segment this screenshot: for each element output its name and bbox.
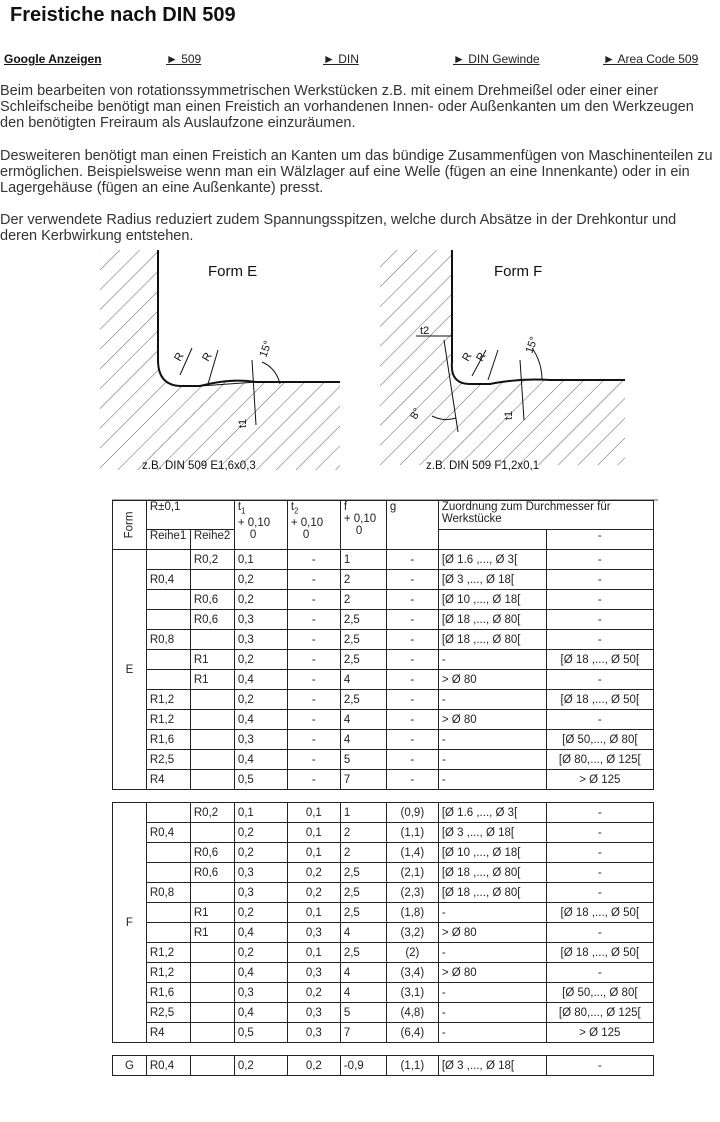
- cell-reihe1: [146, 550, 190, 570]
- cell-zuordnung-2: -: [546, 823, 653, 843]
- header-f-a: f: [343, 501, 348, 513]
- cell-reihe2: [190, 883, 234, 903]
- cell-zuordnung-1: -: [438, 730, 546, 750]
- cell-reihe2: [190, 1003, 234, 1023]
- header-f-b: + 0,10: [343, 513, 377, 525]
- cell-zuordnung-2: [Ø 50,..., Ø 80[: [546, 730, 653, 750]
- table-row: [113, 983, 654, 1003]
- cell-reihe2: [190, 690, 234, 710]
- header-dash-a: [438, 530, 546, 550]
- header-t1: [234, 501, 287, 550]
- cell-reihe1: R2,5: [146, 750, 190, 770]
- cell-zuordnung-2: -: [546, 590, 653, 610]
- cell-g: (1,4): [386, 843, 438, 863]
- cell-zuordnung-1: [Ø 3 ,..., Ø 18[: [438, 823, 546, 843]
- cell-f: 2,5: [340, 690, 386, 710]
- cell-reihe1: R1,6: [146, 983, 190, 1003]
- cell-zuordnung-2: [Ø 18 ,..., Ø 50[: [546, 650, 653, 670]
- cell-t2: -: [287, 610, 340, 630]
- page-title: Freistiche nach DIN 509: [10, 4, 236, 26]
- cell-zuordnung-2: [Ø 50,..., Ø 80[: [546, 983, 653, 1003]
- ad-link-din[interactable]: ► DIN: [323, 52, 359, 66]
- cell-t2: -: [287, 650, 340, 670]
- cell-f: 7: [340, 1023, 386, 1043]
- cell-f: 7: [340, 770, 386, 790]
- cell-zuordnung-1: > Ø 80: [438, 670, 546, 690]
- form-group-label: G: [113, 1056, 147, 1076]
- cell-zuordnung-2: -: [546, 803, 653, 823]
- cell-t2: -: [287, 750, 340, 770]
- header-t2-a: t: [290, 501, 295, 513]
- cell-reihe1: [146, 670, 190, 690]
- cell-f: 2: [340, 590, 386, 610]
- cell-reihe1: [146, 903, 190, 923]
- cell-t1: 0,2: [234, 590, 287, 610]
- cell-t2: 0,1: [287, 843, 340, 863]
- cell-zuordnung-2: -: [546, 883, 653, 903]
- cell-zuordnung-2: > Ø 125: [546, 770, 653, 790]
- ad-link-area-code[interactable]: ► Area Code 509: [603, 52, 699, 66]
- cell-t2: 0,3: [287, 1003, 340, 1023]
- group-spacer-row: [113, 1043, 654, 1056]
- cell-t2: -: [287, 710, 340, 730]
- cell-reihe1: [146, 863, 190, 883]
- cell-f: 2: [340, 570, 386, 590]
- table-row: [113, 963, 654, 983]
- cell-g: -: [386, 630, 438, 650]
- cell-t1: 0,2: [234, 943, 287, 963]
- cell-t1: 0,5: [234, 1023, 287, 1043]
- table-row: [113, 730, 654, 750]
- form-group-label: F: [113, 803, 147, 1043]
- cell-g: (6,4): [386, 1023, 438, 1043]
- cell-reihe2: R0,2: [190, 803, 234, 823]
- cell-g: (2,3): [386, 883, 438, 903]
- cell-t2: -: [287, 550, 340, 570]
- cell-reihe1: R4: [146, 770, 190, 790]
- freistich-table: [112, 500, 654, 1076]
- cell-reihe1: R1,2: [146, 943, 190, 963]
- cell-t2: 0,1: [287, 943, 340, 963]
- cell-zuordnung-2: > Ø 125: [546, 1023, 653, 1043]
- cell-zuordnung-2: -: [546, 923, 653, 943]
- cell-reihe2: R0,6: [190, 610, 234, 630]
- header-t1-a: t: [237, 501, 242, 513]
- cell-zuordnung-1: [Ø 10 ,..., Ø 18[: [438, 843, 546, 863]
- cell-f: 4: [340, 963, 386, 983]
- header-reihe2: Reihe2: [190, 530, 234, 550]
- cell-t2: -: [287, 630, 340, 650]
- cell-reihe1: [146, 923, 190, 943]
- cell-reihe2: [190, 1056, 234, 1076]
- cell-reihe2: [190, 943, 234, 963]
- cell-zuordnung-2: [Ø 18 ,..., Ø 50[: [546, 943, 653, 963]
- cell-t1: 0,4: [234, 963, 287, 983]
- form-f-figure: [380, 250, 625, 472]
- cell-t2: 0,3: [287, 923, 340, 943]
- cell-reihe2: R1: [190, 903, 234, 923]
- form-e-angle-label: 15°: [257, 339, 275, 360]
- header-r: R±0,1: [146, 501, 234, 530]
- cell-zuordnung-1: [Ø 1.6 ,..., Ø 3[: [438, 803, 546, 823]
- cell-zuordnung-1: [Ø 10 ,..., Ø 18[: [438, 590, 546, 610]
- group-spacer-cell: [113, 1043, 654, 1056]
- cell-reihe1: R0,8: [146, 630, 190, 650]
- form-e-r-label-2: R: [200, 350, 215, 364]
- form-e-t1-label: t1: [237, 418, 249, 428]
- cell-zuordnung-1: [Ø 18 ,..., Ø 80[: [438, 883, 546, 903]
- cell-g: (2): [386, 943, 438, 963]
- cell-reihe2: [190, 630, 234, 650]
- cell-t1: 0,4: [234, 750, 287, 770]
- table-row: [113, 943, 654, 963]
- cell-reihe1: R4: [146, 1023, 190, 1043]
- header-row-1: [113, 501, 654, 530]
- cell-f: 5: [340, 1003, 386, 1023]
- cell-t1: 0,2: [234, 650, 287, 670]
- cell-g: -: [386, 670, 438, 690]
- cell-f: 2,5: [340, 630, 386, 650]
- cell-t2: -: [287, 670, 340, 690]
- cell-f: 4: [340, 670, 386, 690]
- cell-zuordnung-1: [Ø 18 ,..., Ø 80[: [438, 863, 546, 883]
- cell-reihe2: R0,6: [190, 863, 234, 883]
- ad-link-509[interactable]: ► 509: [166, 52, 202, 66]
- table-row: [113, 590, 654, 610]
- cell-t2: 0,2: [287, 883, 340, 903]
- cell-f: 2: [340, 823, 386, 843]
- cell-reihe1: R0,4: [146, 1056, 190, 1076]
- header-f-c: 0: [355, 525, 363, 537]
- cell-zuordnung-1: -: [438, 770, 546, 790]
- table-row: [113, 903, 654, 923]
- cell-f: 2,5: [340, 863, 386, 883]
- table-row: [113, 843, 654, 863]
- cell-zuordnung-2: [Ø 80,..., Ø 125[: [546, 750, 653, 770]
- table-row: [113, 823, 654, 843]
- cell-reihe1: R0,8: [146, 883, 190, 903]
- freistich-diagram: [80, 250, 640, 480]
- cell-t1: 0,3: [234, 610, 287, 630]
- cell-reihe1: R1,2: [146, 690, 190, 710]
- cell-t2: 0,1: [287, 823, 340, 843]
- cell-reihe2: [190, 570, 234, 590]
- cell-zuordnung-1: > Ø 80: [438, 923, 546, 943]
- cell-zuordnung-1: > Ø 80: [438, 710, 546, 730]
- cell-g: -: [386, 650, 438, 670]
- table-body: [113, 501, 654, 1076]
- table-row: [113, 650, 654, 670]
- cell-t1: 0,3: [234, 730, 287, 750]
- cell-zuordnung-2: [Ø 18 ,..., Ø 50[: [546, 690, 653, 710]
- cell-reihe2: R1: [190, 670, 234, 690]
- cell-t1: 0,3: [234, 863, 287, 883]
- cell-zuordnung-2: -: [546, 963, 653, 983]
- cell-t1: 0,4: [234, 710, 287, 730]
- form-e-figure: [100, 250, 340, 472]
- cell-t2: 0,1: [287, 803, 340, 823]
- cell-zuordnung-2: -: [546, 670, 653, 690]
- group-spacer-cell: [113, 790, 654, 803]
- cell-g: (2,1): [386, 863, 438, 883]
- paragraph-spannung: Der verwendete Radius reduziert zudem Spannungsspitzen, welche durch Absätze in der Drehkontur und deren Kerbwirkung entstehen.: [0, 212, 677, 244]
- cell-g: (3,4): [386, 963, 438, 983]
- cell-zuordnung-2: -: [546, 550, 653, 570]
- cell-f: 2,5: [340, 650, 386, 670]
- header-t2-sub: 2: [294, 506, 299, 516]
- cell-g: -: [386, 690, 438, 710]
- table-row: [113, 883, 654, 903]
- form-f-caption: z.B. DIN 509 F1,2x0,1: [426, 460, 540, 472]
- cell-reihe2: [190, 710, 234, 730]
- header-t1-b: + 0,10: [237, 517, 271, 530]
- cell-reihe1: [146, 650, 190, 670]
- cell-f: 4: [340, 923, 386, 943]
- cell-reihe1: [146, 843, 190, 863]
- cell-reihe1: [146, 610, 190, 630]
- table-row: [113, 550, 654, 570]
- cell-t1: 0,2: [234, 823, 287, 843]
- cell-reihe2: R0,6: [190, 843, 234, 863]
- table-row: [113, 1003, 654, 1023]
- table-row: [113, 1056, 654, 1076]
- cell-reihe2: [190, 983, 234, 1003]
- cell-g: (3,2): [386, 923, 438, 943]
- cell-t2: 0,3: [287, 1023, 340, 1043]
- cell-f: 2: [340, 843, 386, 863]
- cell-f: 2,5: [340, 610, 386, 630]
- cell-g: (1,1): [386, 1056, 438, 1076]
- cell-t1: 0,3: [234, 630, 287, 650]
- cell-t1: 0,4: [234, 1003, 287, 1023]
- cell-zuordnung-2: -: [546, 843, 653, 863]
- cell-t1: 0,2: [234, 843, 287, 863]
- form-f-angle8-label: 8°: [408, 406, 424, 422]
- cell-g: (3,1): [386, 983, 438, 1003]
- cell-g: (1,1): [386, 823, 438, 843]
- form-f-r-label-2: R: [474, 350, 489, 364]
- cell-zuordnung-1: > Ø 80: [438, 963, 546, 983]
- table-row: [113, 863, 654, 883]
- table-row: [113, 770, 654, 790]
- cell-f: 4: [340, 730, 386, 750]
- form-e-r-label-1: R: [172, 350, 187, 364]
- cell-t2: -: [287, 590, 340, 610]
- cell-t2: -: [287, 690, 340, 710]
- form-e-title: Form E: [208, 263, 258, 280]
- cell-t2: -: [287, 770, 340, 790]
- header-t2-c: 0: [302, 529, 310, 542]
- table-row: [113, 1023, 654, 1043]
- cell-t2: -: [287, 730, 340, 750]
- cell-zuordnung-2: -: [546, 863, 653, 883]
- cell-g: (4,8): [386, 1003, 438, 1023]
- cell-f: 1: [340, 550, 386, 570]
- table-row: [113, 803, 654, 823]
- cell-reihe1: [146, 590, 190, 610]
- cell-reihe2: R0,2: [190, 550, 234, 570]
- cell-zuordnung-1: -: [438, 943, 546, 963]
- cell-t2: 0,3: [287, 963, 340, 983]
- cell-zuordnung-1: -: [438, 983, 546, 1003]
- cell-g: -: [386, 770, 438, 790]
- cell-zuordnung-1: [Ø 18 ,..., Ø 80[: [438, 610, 546, 630]
- cell-zuordnung-2: -: [546, 610, 653, 630]
- table-row: [113, 670, 654, 690]
- cell-reihe2: [190, 1023, 234, 1043]
- table-row: [113, 923, 654, 943]
- header-dash-b: -: [546, 530, 653, 550]
- ads-label-link[interactable]: Google Anzeigen: [4, 52, 102, 66]
- header-zuordnung: Zuordnung zum Durchmesser für Werkstücke: [438, 501, 653, 530]
- cell-zuordnung-1: -: [438, 750, 546, 770]
- cell-t1: 0,1: [234, 550, 287, 570]
- cell-zuordnung-2: -: [546, 710, 653, 730]
- cell-reihe1: R1,2: [146, 710, 190, 730]
- cell-t1: 0,2: [234, 690, 287, 710]
- cell-f: 5: [340, 750, 386, 770]
- cell-t1: 0,5: [234, 770, 287, 790]
- cell-t1: 0,3: [234, 883, 287, 903]
- cell-reihe2: [190, 730, 234, 750]
- cell-reihe1: R0,4: [146, 570, 190, 590]
- cell-t1: 0,4: [234, 923, 287, 943]
- header-t2: [287, 501, 340, 550]
- header-reihe1: Reihe1: [146, 530, 190, 550]
- cell-t1: 0,2: [234, 570, 287, 590]
- cell-t2: 0,2: [287, 863, 340, 883]
- header-t1-c: 0: [249, 529, 257, 542]
- cell-g: (1,8): [386, 903, 438, 923]
- cell-t2: -: [287, 570, 340, 590]
- header-g: g: [386, 501, 438, 550]
- cell-zuordnung-2: -: [546, 1056, 653, 1076]
- cell-g: -: [386, 590, 438, 610]
- cell-reihe2: R1: [190, 650, 234, 670]
- ad-link-din-gewinde[interactable]: ► DIN Gewinde: [453, 52, 540, 66]
- form-f-t2-label: t2: [420, 325, 430, 337]
- table-row: [113, 750, 654, 770]
- cell-reihe1: R0,4: [146, 823, 190, 843]
- cell-zuordnung-1: -: [438, 903, 546, 923]
- cell-t2: 0,1: [287, 903, 340, 923]
- cell-f: 2,5: [340, 943, 386, 963]
- header-f: [340, 501, 386, 550]
- header-t1-sub: 1: [241, 506, 246, 516]
- cell-g: -: [386, 750, 438, 770]
- cell-f: 1: [340, 803, 386, 823]
- cell-reihe2: [190, 750, 234, 770]
- cell-zuordnung-2: -: [546, 570, 653, 590]
- cell-reihe1: R2,5: [146, 1003, 190, 1023]
- cell-zuordnung-1: [Ø 3 ,..., Ø 18[: [438, 570, 546, 590]
- cell-g: -: [386, 610, 438, 630]
- form-group-label: E: [113, 550, 147, 790]
- cell-zuordnung-1: -: [438, 650, 546, 670]
- cell-g: -: [386, 570, 438, 590]
- cell-g: -: [386, 730, 438, 750]
- cell-zuordnung-1: [Ø 3 ,..., Ø 18[: [438, 1056, 546, 1076]
- group-spacer-row: [113, 790, 654, 803]
- cell-t1: 0,2: [234, 1056, 287, 1076]
- cell-reihe1: R1,6: [146, 730, 190, 750]
- cell-t1: 0,3: [234, 983, 287, 1003]
- cell-reihe2: [190, 770, 234, 790]
- cell-zuordnung-2: [Ø 80,..., Ø 125[: [546, 1003, 653, 1023]
- cell-reihe2: [190, 963, 234, 983]
- cell-f: -0,9: [340, 1056, 386, 1076]
- cell-zuordnung-1: -: [438, 1003, 546, 1023]
- header-form: [113, 501, 147, 550]
- cell-f: 2,5: [340, 883, 386, 903]
- cell-g: (0,9): [386, 803, 438, 823]
- cell-f: 4: [340, 983, 386, 1003]
- cell-zuordnung-1: [Ø 1.6 ,..., Ø 3[: [438, 550, 546, 570]
- table-row: [113, 630, 654, 650]
- cell-zuordnung-1: [Ø 18 ,..., Ø 80[: [438, 630, 546, 650]
- cell-reihe2: R1: [190, 923, 234, 943]
- paragraph-intro: Beim bearbeiten von rotationssymmetrischen Werkstücken z.B. mit einem Drehmeißel oder einer einer Schleifscheibe benötigt man einen Freistich an vorhandenen Innen- oder Außenkanten um den Werkzeugen den benötigten Freiraum als Auslaufzone einzuräumen.: [0, 83, 694, 131]
- paragraph-fuegen: Desweiteren benötigt man einen Freistich an Kanten um das bündige Zusammenfügen von Maschinenteilen zu ermöglichen. Beispielsweise wenn man ein Wälzlager auf eine Welle (fügen an eine Innenkante) oder in ein Lagergehäuse (fügen an eine Außenkante) presst.: [0, 148, 713, 196]
- header-t2-b: + 0,10: [290, 517, 324, 530]
- form-f-angle-label: 15°: [523, 335, 541, 356]
- cell-reihe2: R0,6: [190, 590, 234, 610]
- cell-f: 2,5: [340, 903, 386, 923]
- form-e-caption: z.B. DIN 509 E1,6x0,3: [142, 460, 256, 472]
- cell-g: -: [386, 710, 438, 730]
- cell-t1: 0,4: [234, 670, 287, 690]
- cell-t2: 0,2: [287, 983, 340, 1003]
- table-row: [113, 710, 654, 730]
- form-f-t1-label: t1: [503, 410, 515, 420]
- cell-g: -: [386, 550, 438, 570]
- header-form-label: Form: [123, 511, 136, 539]
- cell-zuordnung-1: -: [438, 1023, 546, 1043]
- cell-zuordnung-1: -: [438, 690, 546, 710]
- form-f-r-label-1: R: [460, 350, 475, 364]
- cell-t1: 0,2: [234, 903, 287, 923]
- cell-zuordnung-2: [Ø 18 ,..., Ø 50[: [546, 903, 653, 923]
- table-row: [113, 610, 654, 630]
- table-row: [113, 570, 654, 590]
- cell-zuordnung-2: -: [546, 630, 653, 650]
- cell-reihe1: R1,2: [146, 963, 190, 983]
- ad-bar: [0, 52, 720, 68]
- cell-reihe2: [190, 823, 234, 843]
- form-f-title: Form F: [494, 263, 543, 280]
- freistich-table-wrapper: [112, 500, 654, 1076]
- cell-f: 4: [340, 710, 386, 730]
- table-row: [113, 690, 654, 710]
- cell-reihe1: [146, 803, 190, 823]
- cell-t2: 0,2: [287, 1056, 340, 1076]
- cell-t1: 0,1: [234, 803, 287, 823]
